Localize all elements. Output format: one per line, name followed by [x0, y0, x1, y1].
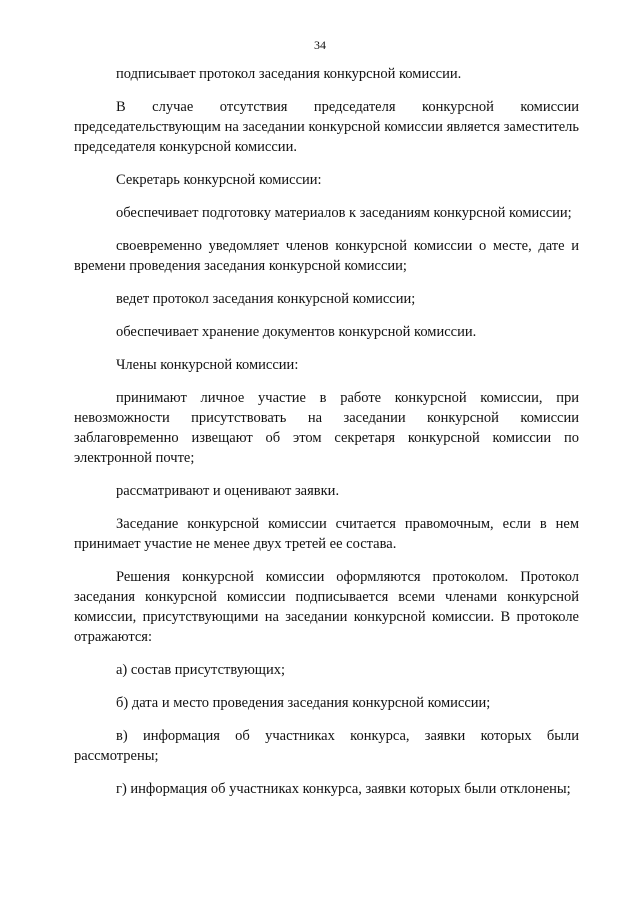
paragraph-secretary-protocol: ведет протокол заседания конкурсной комиссии; — [116, 291, 416, 307]
list-item-c: в) информация об участниках конкурса, заявки которых были рассмотрены; — [74, 728, 579, 764]
document-body — [74, 64, 579, 812]
paragraph-secretary-materials: обеспечивает подготовку материалов к заседаниям конкурсной комиссии; — [116, 205, 572, 221]
paragraph-chair-absence: В случае отсутствия председателя конкурсной комиссии председательствующим на заседании конкурсной комиссии является заместитель председателя конкурсной комиссии. — [74, 99, 579, 155]
paragraph-members-participation: принимают личное участие в работе конкурсной комиссии, при невозможности присутствовать на заседании конкурсной комиссии заблаговременно извещают об этом секретаря конкурсной комиссии по электронной почте; — [74, 390, 579, 466]
list-item-d: г) информация об участниках конкурса, заявки которых были отклонены; — [116, 781, 571, 797]
paragraph-secretary-notify: своевременно уведомляет членов конкурсной комиссии о месте, дате и времени проведения заседания конкурсной комиссии; — [74, 238, 579, 274]
paragraph-secretary-storage: обеспечивает хранение документов конкурсной комиссии. — [116, 324, 477, 340]
paragraph-secretary-heading: Секретарь конкурсной комиссии: — [116, 172, 322, 188]
page-number: 34 — [314, 38, 326, 52]
paragraph-members-heading: Члены конкурсной комиссии: — [116, 357, 299, 373]
paragraph-members-review: рассматривают и оценивают заявки. — [116, 483, 340, 499]
paragraph-quorum: Заседание конкурсной комиссии считается правомочным, если в нем принимает участие не менее двух третей ее состава. — [74, 516, 579, 552]
paragraph-decisions: Решения конкурсной комиссии оформляются протоколом. Протокол заседания конкурсной комиссии подписывается всеми членами конкурсной комиссии, присутствующими на заседании конкурсной комиссии. В протоколе отражаются: — [74, 569, 579, 645]
list-item-a: а) состав присутствующих; — [116, 662, 285, 678]
list-item-b: б) дата и место проведения заседания конкурсной комиссии; — [116, 695, 491, 711]
paragraph-signing: подписывает протокол заседания конкурсной комиссии. — [116, 66, 462, 82]
